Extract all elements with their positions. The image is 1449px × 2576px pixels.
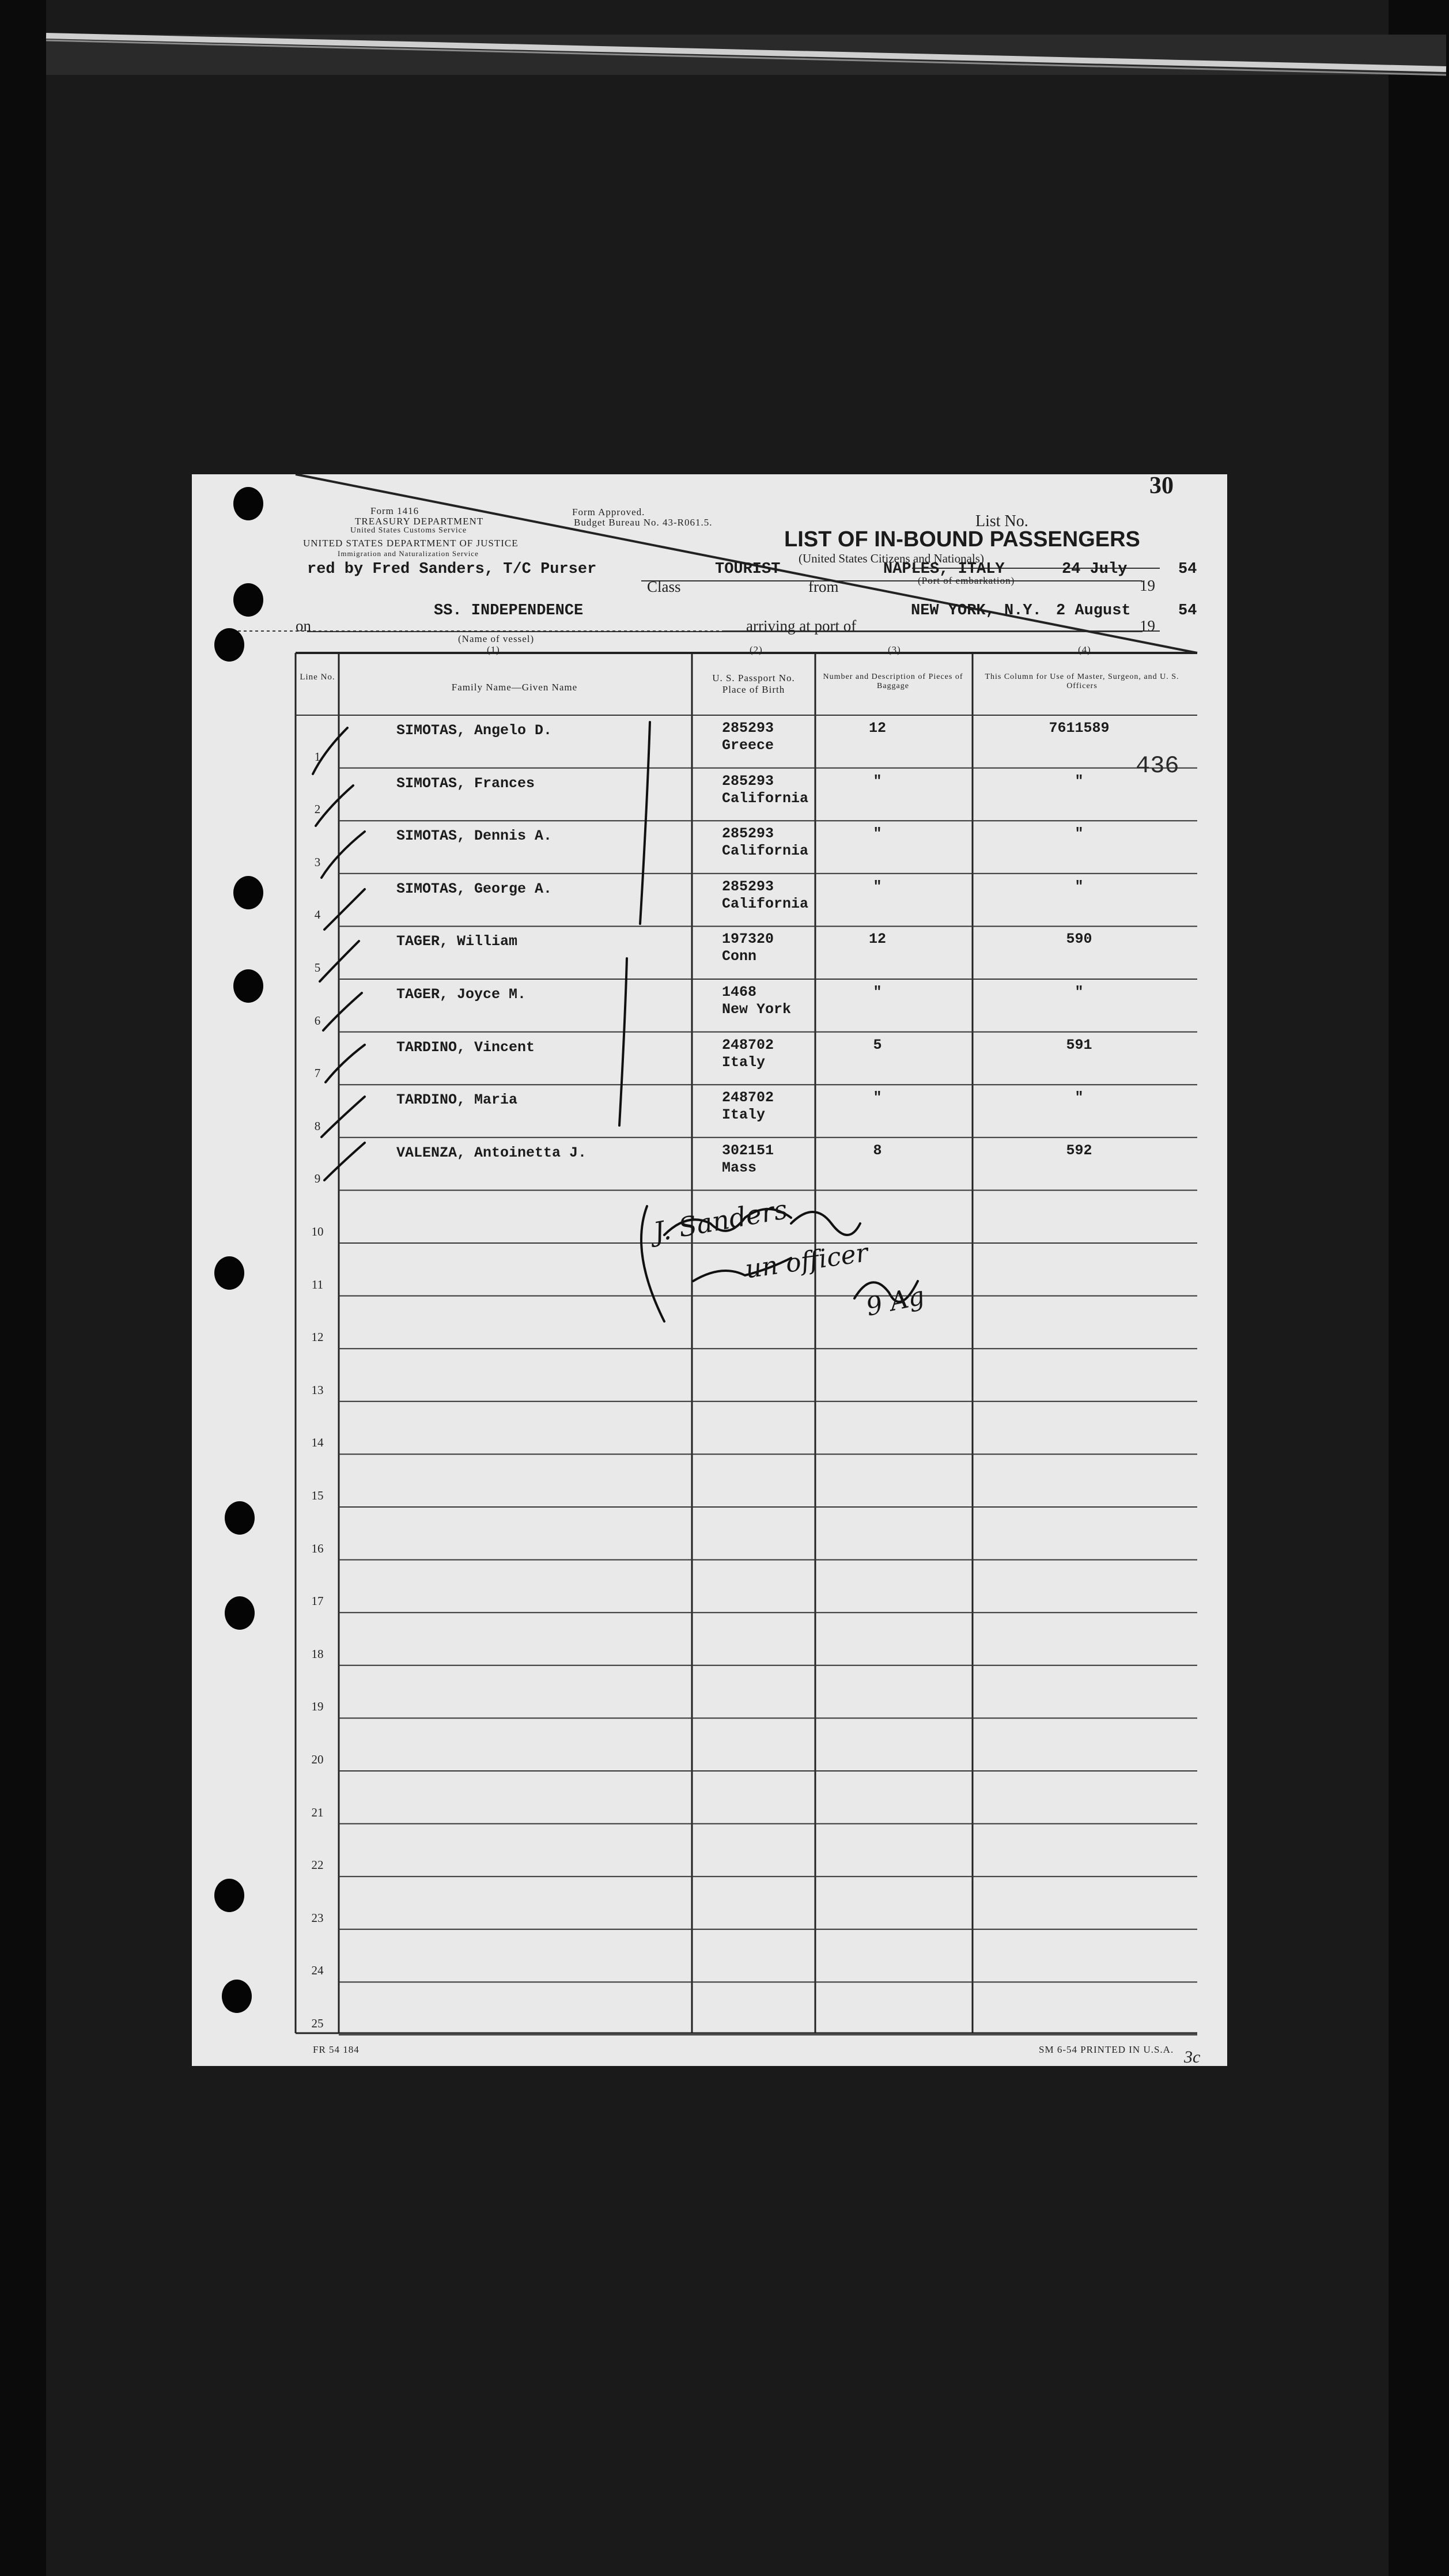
passport-number: 197320: [722, 931, 774, 948]
table-row: [192, 1138, 1227, 1191]
footer-right: SM 6-54 PRINTED IN U.S.A.: [1039, 2044, 1174, 2055]
class-label: Class: [647, 578, 681, 595]
arrival-port: NEW YORK, N.Y.: [911, 602, 1042, 620]
handwritten-signature: J. Sanders: [651, 1193, 790, 1248]
line-number: 9: [314, 1172, 321, 1186]
place-of-birth: Mass: [722, 1159, 757, 1176]
header-name: Family Name—Given Name: [451, 682, 578, 693]
page-number: 30: [1149, 473, 1174, 499]
officer-number: ": [1075, 772, 1084, 790]
col-number-4: (4): [1078, 644, 1091, 655]
table-row: [192, 1929, 1227, 1982]
baggage-count: ": [873, 1089, 882, 1106]
passenger-name: TAGER, Joyce M.: [396, 986, 527, 1003]
line-number: 14: [311, 1436, 324, 1450]
customs-label: United States Customs Service: [350, 526, 467, 535]
line-number: 15: [311, 1488, 324, 1502]
arrival-year-label: 19: [1140, 617, 1155, 634]
officer-number: ": [1075, 1089, 1084, 1106]
line-number: 17: [311, 1594, 324, 1608]
place-of-birth: New York: [722, 1001, 792, 1018]
header-baggage: Number and Description of Pieces of Baggage: [823, 673, 963, 690]
col-number-3: (3): [888, 644, 901, 655]
passport-number: 302151: [722, 1142, 774, 1159]
table-row: [192, 1665, 1227, 1718]
table-row: [192, 1349, 1227, 1402]
treasury-label: TREASURY DEPARTMENT: [355, 516, 484, 527]
port-embark-caption: (Port of embarkation): [918, 575, 1015, 586]
passenger-name: TARDINO, Vincent: [396, 1038, 535, 1056]
table-row: [192, 979, 1227, 1032]
table-row: [192, 768, 1227, 821]
punch-hole: [225, 1501, 255, 1535]
table-row: [192, 1507, 1227, 1560]
line-number: 3: [314, 855, 321, 869]
passenger-name: SIMOTAS, George A.: [396, 880, 553, 897]
punch-hole: [214, 628, 244, 662]
header-line-no: Line No.: [300, 673, 335, 682]
budget-bureau: Budget Bureau No. 43-R061.5.: [574, 517, 713, 528]
passenger-name: TARDINO, Maria: [396, 1091, 518, 1109]
punch-hole: [233, 583, 263, 617]
document-subtitle: (United States Citizens and Nationals): [799, 552, 984, 565]
table-row: [192, 1612, 1227, 1665]
prepared-by: red by Fred Sanders, T/C Purser: [307, 561, 597, 578]
place-of-birth: Greece: [722, 737, 774, 754]
punch-hole: [222, 1980, 252, 2013]
officer-number: ": [1075, 984, 1084, 1000]
table-row: [192, 1718, 1227, 1771]
line-number: 1: [314, 749, 321, 764]
table-row: [192, 1876, 1227, 1929]
form-approved: Form Approved.: [572, 507, 645, 518]
table-row: [192, 1032, 1227, 1085]
passport-number: 285293: [722, 878, 774, 895]
passport-number: 285293: [722, 720, 774, 736]
line-number: 25: [311, 2016, 324, 2030]
table-row: [192, 1296, 1227, 1349]
table-row: [192, 821, 1227, 874]
line-number: 12: [311, 1330, 324, 1344]
place-of-birth: California: [722, 895, 809, 912]
arriving-label: arriving at port of: [746, 617, 857, 634]
place-of-birth: California: [722, 790, 809, 807]
arrival-date: 2 August: [1056, 602, 1131, 620]
line-number: 2: [314, 802, 321, 817]
punch-hole: [214, 1879, 244, 1912]
line-number: 20: [311, 1752, 324, 1766]
table-row: [192, 1560, 1227, 1613]
line-number: 19: [311, 1699, 324, 1714]
line-number: 8: [314, 1119, 321, 1133]
baggage-count: ": [873, 984, 882, 1000]
departure-date: 24 July: [1062, 561, 1128, 578]
col-number-2: (2): [750, 644, 763, 655]
table-row: [192, 1454, 1227, 1507]
line-number: 23: [311, 1910, 324, 1925]
class-value: TOURIST: [715, 561, 781, 578]
baggage-count: 8: [873, 1142, 882, 1159]
baggage-count: 12: [868, 931, 886, 948]
place-of-birth: Conn: [722, 948, 757, 965]
stamp-number: 436: [1136, 752, 1179, 780]
year-value: 54: [1178, 561, 1197, 578]
handwritten-note-date: 9 Ag: [863, 1281, 928, 1323]
year-label: 19: [1140, 577, 1155, 594]
place-of-birth: California: [722, 843, 809, 860]
baggage-count: ": [873, 878, 882, 895]
line-number: 5: [314, 960, 321, 975]
passport-number: 285293: [722, 772, 774, 790]
officer-number: ": [1075, 878, 1084, 895]
passenger-name: SIMOTAS, Angelo D.: [396, 722, 553, 739]
line-number: 11: [311, 1277, 324, 1291]
line-number: 7: [314, 1066, 321, 1081]
vessel-caption: (Name of vessel): [458, 633, 535, 644]
line-number: 4: [314, 908, 321, 922]
table-row: [192, 1824, 1227, 1877]
baggage-count: 12: [868, 720, 886, 736]
passenger-list-document: [192, 474, 1227, 2066]
form-number: Form 1416: [370, 505, 419, 516]
passenger-name: SIMOTAS, Frances: [396, 775, 535, 792]
baggage-count: ": [873, 772, 882, 790]
passport-number: 248702: [722, 1036, 774, 1053]
passport-number: 285293: [722, 825, 774, 843]
punch-hole: [233, 876, 263, 909]
table-row: [192, 1771, 1227, 1824]
table-row: [192, 874, 1227, 927]
table-row: [192, 1085, 1227, 1138]
passport-number: 1468: [722, 984, 757, 1000]
header-officers: This Column for Use of Master, Surgeon, and U. S. Officers: [985, 673, 1179, 690]
officer-number: 591: [1066, 1036, 1092, 1053]
handwritten-note: un officer: [743, 1238, 870, 1285]
header-passport: U. S. Passport No. Place of Birth: [712, 673, 795, 695]
justice-label: UNITED STATES DEPARTMENT OF JUSTICE: [303, 538, 519, 549]
baggage-count: 5: [873, 1036, 882, 1053]
passenger-name: SIMOTAS, Dennis A.: [396, 828, 553, 845]
table-row: [192, 926, 1227, 979]
table-row: [192, 715, 1227, 768]
officer-number: 7611589: [1049, 720, 1110, 736]
line-number: 10: [311, 1224, 324, 1238]
punch-hole: [233, 487, 263, 520]
line-number: 22: [311, 1858, 324, 1872]
ins-label: Immigration and Naturalization Service: [338, 549, 479, 558]
officer-number: ": [1075, 825, 1084, 843]
from-value: NAPLES, ITALY: [883, 561, 1005, 578]
corner-note: 3c: [1184, 2048, 1201, 2067]
from-label: from: [808, 578, 839, 595]
document-title: LIST OF IN-BOUND PASSENGERS: [784, 527, 1140, 552]
punch-hole: [233, 969, 263, 1003]
place-of-birth: Italy: [722, 1106, 766, 1124]
col-number-1: (1): [487, 644, 500, 655]
officer-number: 592: [1066, 1142, 1092, 1159]
punch-hole: [225, 1596, 255, 1630]
table-row: [192, 1982, 1227, 2035]
punch-hole: [214, 1256, 244, 1290]
table-row: [192, 1243, 1227, 1296]
vessel-name: SS. INDEPENDENCE: [434, 602, 584, 620]
arrival-year: 54: [1178, 602, 1197, 620]
line-number: 21: [311, 1805, 324, 1819]
passport-number: 248702: [722, 1089, 774, 1106]
on-label: on: [296, 617, 311, 634]
baggage-count: ": [873, 825, 882, 843]
place-of-birth: Italy: [722, 1053, 766, 1071]
line-number: 18: [311, 1646, 324, 1661]
footer-left: FR 54 184: [313, 2044, 360, 2055]
line-number: 16: [311, 1541, 324, 1555]
passenger-name: TAGER, William: [396, 933, 518, 950]
list-no-label: List No.: [975, 512, 1028, 530]
table-row: [192, 1402, 1227, 1455]
line-number: 24: [311, 1963, 324, 1978]
line-number: 13: [311, 1383, 324, 1397]
officer-number: 590: [1066, 931, 1092, 948]
line-number: 6: [314, 1013, 321, 1028]
passenger-name: VALENZA, Antoinetta J.: [396, 1144, 587, 1161]
